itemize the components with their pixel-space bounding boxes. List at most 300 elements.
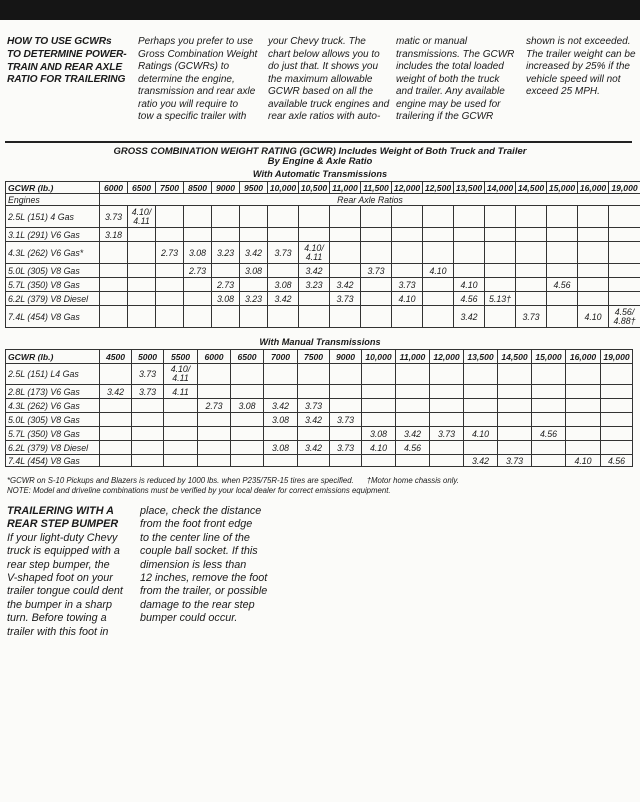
axle-ratio-cell (128, 292, 156, 306)
axle-ratio-cell: 3.73 (330, 413, 362, 427)
axle-ratio-cell (498, 364, 532, 385)
axle-ratio-cell: 3.08 (231, 399, 264, 413)
axle-ratio-cell (164, 455, 198, 467)
axle-ratio-cell (516, 278, 547, 292)
table-row (6, 306, 640, 328)
footnote-gcwr-s10: *GCWR on S-10 Pickups and Blazers is reduced by 1000 lbs. when P235/75R-15 tires are specified. (7, 476, 354, 485)
axle-ratio-cell (609, 264, 640, 278)
axle-ratio-cell (268, 306, 299, 328)
engine-label: 4.3L (262) V6 Gas (6, 399, 100, 413)
axle-ratio-cell (498, 413, 532, 427)
axle-ratio-cell (231, 455, 264, 467)
gcwr-column-header: 15,000 (532, 350, 566, 364)
bumper-right-column (140, 505, 285, 626)
engine-label: 3.1L (291) V6 Gas (6, 228, 100, 242)
engine-label: 2.5L (151) L4 Gas (6, 364, 100, 385)
engine-label: 5.7L (350) V8 Gas (6, 278, 100, 292)
axle-ratio-cell (464, 441, 498, 455)
axle-ratio-cell (156, 306, 184, 328)
engines-label: Engines (6, 194, 100, 206)
gcwr-column-header: 6500 (231, 350, 264, 364)
gcwr-column-header: 9500 (240, 182, 268, 194)
axle-ratio-cell (268, 206, 299, 228)
axle-ratio-cell (330, 385, 362, 399)
axle-ratio-cell: 3.42 (298, 441, 330, 455)
axle-ratio-cell (609, 278, 640, 292)
intro-heading: HOW TO USE GCWRs TO DETERMINE POWER- TRAIN AND REAR AXLE RATIO FOR TRAILERING (7, 36, 127, 86)
axle-ratio-cell (240, 206, 268, 228)
axle-ratio-cell (231, 413, 264, 427)
table-row (6, 441, 633, 455)
axle-ratio-cell: 4.10 (566, 455, 601, 467)
engine-label: 5.7L (350) V8 Gas (6, 427, 100, 441)
axle-ratio-cell (299, 306, 330, 328)
axle-ratio-cell: 4.56 (454, 292, 485, 306)
axle-ratio-cell (184, 292, 212, 306)
axle-ratio-cell (330, 364, 362, 385)
bumper-text-right: place, check the distance from the foot front edge to the center line of the couple ball socket. If this dimension is less than 12 inches, remove the foot from the trailer, or possible damage to the rear step bumper could occur. (140, 505, 268, 625)
axle-ratio-cell: 3.73 (330, 441, 362, 455)
axle-ratio-cell (485, 278, 516, 292)
gcwr-column-header: 4500 (100, 350, 132, 364)
gcwr-column-header: 7500 (156, 182, 184, 194)
gcwr-column-header: 10,000 (268, 182, 299, 194)
axle-ratio-cell (601, 385, 633, 399)
axle-ratio-cell (362, 364, 396, 385)
axle-ratio-cell: 5.13† (485, 292, 516, 306)
footnotes (7, 476, 632, 495)
axle-ratio-cell (532, 413, 566, 427)
axle-ratio-cell (547, 206, 578, 228)
axle-ratio-cell (128, 242, 156, 264)
axle-ratio-cell (100, 264, 128, 278)
axle-ratio-cell (198, 441, 231, 455)
gcwr-column-header: 19,000 (601, 350, 633, 364)
axle-ratio-cell: 4.10 (464, 427, 498, 441)
axle-ratio-cell (100, 242, 128, 264)
axle-ratio-cell: 4.56 (547, 278, 578, 292)
axle-ratio-cell (464, 413, 498, 427)
axle-ratio-cell (578, 206, 609, 228)
bumper-text-left: If your light-duty Chevy truck is equipped with a rear step bumper, the V-shaped foot on your trailer tongue could dent the bumper in a sharp turn. Before towing a trailer with this foot in (7, 531, 123, 638)
axle-ratio-cell (566, 385, 601, 399)
axle-ratio-cell (164, 399, 198, 413)
axle-ratio-cell (100, 399, 132, 413)
bumper-left-column (7, 505, 135, 639)
axle-ratio-cell (396, 364, 430, 385)
axle-ratio-cell (464, 385, 498, 399)
axle-ratio-cell (609, 228, 640, 242)
automatic-gcwr-table (5, 181, 640, 328)
intro-column-3: your Chevy truck. The chart below allows you to do just that. It shows you the maximum allowable GCWR based on all the available truck engines and rear axle ratios with auto- (268, 36, 390, 122)
manual-section-label: With Manual Transmissions (259, 337, 381, 347)
axle-ratio-cell: 3.23 (240, 292, 268, 306)
axle-ratio-cell (464, 399, 498, 413)
axle-ratio-cell (100, 306, 128, 328)
axle-ratio-cell: 3.73 (268, 242, 299, 264)
axle-ratio-cell (361, 242, 392, 264)
gcwr-column-header: 9000 (212, 182, 240, 194)
gcwr-column-header: 10,000 (362, 350, 396, 364)
axle-ratio-cell (240, 306, 268, 328)
gcwr-column-header: 6000 (198, 350, 231, 364)
axle-ratio-cell (132, 455, 164, 467)
axle-ratio-cell (100, 413, 132, 427)
axle-ratio-cell: 4.10/ 4.11 (164, 364, 198, 385)
axle-ratio-cell (578, 292, 609, 306)
gcwr-column-header: 12,000 (392, 182, 423, 194)
axle-ratio-cell: 3.73 (498, 455, 532, 467)
axle-ratio-cell (609, 242, 640, 264)
bumper-heading: TRAILERING WITH A REAR STEP BUMPER (7, 505, 119, 531)
axle-ratio-cell (240, 278, 268, 292)
axle-ratio-cell (485, 206, 516, 228)
axle-ratio-cell (498, 385, 532, 399)
axle-ratio-cell (264, 427, 298, 441)
axle-ratio-cell (330, 242, 361, 264)
axle-ratio-cell (566, 364, 601, 385)
axle-ratio-cell (392, 306, 423, 328)
table-row (6, 427, 633, 441)
axle-ratio-cell (454, 206, 485, 228)
axle-ratio-cell (485, 264, 516, 278)
engine-label: 7.4L (454) V8 Gas (6, 455, 100, 467)
axle-ratio-cell (361, 292, 392, 306)
axle-ratio-cell (100, 278, 128, 292)
axle-ratio-cell (164, 441, 198, 455)
axle-ratio-cell: 3.42 (240, 242, 268, 264)
axle-ratio-cell (430, 364, 464, 385)
top-dark-band (0, 0, 640, 20)
axle-ratio-cell: 3.73 (132, 364, 164, 385)
gcwr-column-header: 8500 (184, 182, 212, 194)
table-row (6, 455, 633, 467)
axle-ratio-cell (423, 206, 454, 228)
axle-ratio-cell (392, 228, 423, 242)
gcwr-column-header: 12,000 (430, 350, 464, 364)
axle-ratio-cell (184, 206, 212, 228)
engine-label: 6.2L (379) V8 Diesel (6, 292, 100, 306)
axle-ratio-cell (212, 306, 240, 328)
axle-ratio-cell: 3.42 (330, 278, 361, 292)
gcwr-column-header: 14,000 (485, 182, 516, 194)
axle-ratio-cell (485, 228, 516, 242)
axle-ratio-cell (454, 264, 485, 278)
engine-label: 5.0L (305) V8 Gas (6, 264, 100, 278)
axle-ratio-cell (423, 292, 454, 306)
axle-ratio-cell: 3.73 (430, 427, 464, 441)
axle-ratio-cell (547, 228, 578, 242)
gcwr-column-header: 9000 (330, 350, 362, 364)
axle-ratio-cell (601, 441, 633, 455)
axle-ratio-cell: 2.73 (184, 264, 212, 278)
axle-ratio-cell: 3.73 (132, 385, 164, 399)
axle-ratio-cell (532, 385, 566, 399)
table-row (6, 385, 633, 399)
gcwr-column-header: 11,000 (396, 350, 430, 364)
axle-ratio-cell (392, 264, 423, 278)
axle-ratio-cell (485, 306, 516, 328)
axle-ratio-cell (299, 292, 330, 306)
gcwr-column-header: 7000 (264, 350, 298, 364)
axle-ratio-cell (264, 455, 298, 467)
table-row (6, 228, 640, 242)
axle-ratio-cell: 4.10 (454, 278, 485, 292)
axle-ratio-cell (578, 264, 609, 278)
axle-ratio-cell (547, 264, 578, 278)
axle-ratio-cell: 3.23 (299, 278, 330, 292)
axle-ratio-cell (498, 399, 532, 413)
table-row (6, 264, 640, 278)
axle-ratio-cell (264, 364, 298, 385)
table-subtitle: By Engine & Axle Ratio (267, 156, 373, 167)
engine-label: 4.3L (262) V6 Gas* (6, 242, 100, 264)
axle-ratio-cell (132, 427, 164, 441)
axle-ratio-cell (156, 228, 184, 242)
axle-ratio-cell: 3.73 (361, 264, 392, 278)
axle-ratio-cell: 3.08 (362, 427, 396, 441)
gcwr-column-header: 6000 (100, 182, 128, 194)
axle-ratio-cell (298, 385, 330, 399)
axle-ratio-cell (362, 413, 396, 427)
axle-ratio-cell (498, 427, 532, 441)
gcwr-column-header: 5000 (132, 350, 164, 364)
axle-ratio-cell: 4.10/ 4.11 (128, 206, 156, 228)
axle-ratio-cell: 3.42 (299, 264, 330, 278)
axle-ratio-cell (132, 399, 164, 413)
engine-label: 2.5L (151) 4 Gas (6, 206, 100, 228)
axle-ratio-cell: 3.42 (100, 385, 132, 399)
intro-column-4: matic or manual transmissions. The GCWR includes the total loaded weight of both the truck and trailer. Any available engine may be used for trailering if the GCWR (396, 36, 515, 122)
axle-ratio-cell (516, 206, 547, 228)
axle-ratio-cell: 3.23 (212, 242, 240, 264)
axle-ratio-cell (330, 264, 361, 278)
axle-ratio-cell: 4.56 (601, 455, 633, 467)
axle-ratio-cell (423, 306, 454, 328)
axle-ratio-cell: 4.10/ 4.11 (299, 242, 330, 264)
table-row (6, 278, 640, 292)
axle-ratio-cell (156, 264, 184, 278)
axle-ratio-cell (430, 413, 464, 427)
axle-ratio-cell (100, 292, 128, 306)
axle-ratio-cell (330, 399, 362, 413)
axle-ratio-cell (601, 413, 633, 427)
axle-ratio-cell (516, 242, 547, 264)
axle-ratio-cell (423, 278, 454, 292)
axle-ratio-cell (423, 242, 454, 264)
axle-ratio-cell (212, 206, 240, 228)
table-row (6, 242, 640, 264)
axle-ratio-cell (231, 427, 264, 441)
axle-ratio-cell (516, 292, 547, 306)
gcwr-column-header: 14,500 (498, 350, 532, 364)
axle-ratio-cell (566, 441, 601, 455)
axle-ratio-cell (268, 264, 299, 278)
axle-ratio-cell (566, 399, 601, 413)
axle-ratio-cell (128, 278, 156, 292)
axle-ratio-cell (156, 292, 184, 306)
axle-ratio-cell (128, 264, 156, 278)
axle-ratio-cell (464, 364, 498, 385)
axle-ratio-cell (268, 228, 299, 242)
axle-ratio-cell: 3.42 (298, 413, 330, 427)
table-row (6, 292, 640, 306)
axle-ratio-cell: 3.08 (264, 441, 298, 455)
axle-ratio-cell (164, 413, 198, 427)
axle-ratio-cell (198, 455, 231, 467)
axle-ratio-cell (578, 278, 609, 292)
axle-ratio-cell: 3.08 (268, 278, 299, 292)
axle-ratio-cell (100, 427, 132, 441)
axle-ratio-cell (240, 228, 268, 242)
axle-ratio-cell (330, 206, 361, 228)
axle-ratio-cell (601, 364, 633, 385)
axle-ratio-cell (485, 242, 516, 264)
axle-ratio-cell (362, 385, 396, 399)
table-row (6, 364, 633, 385)
axle-ratio-cell (609, 292, 640, 306)
axle-ratio-cell (392, 206, 423, 228)
gcwr-column-header: 14,500 (516, 182, 547, 194)
axle-ratio-cell (231, 364, 264, 385)
axle-ratio-cell (361, 278, 392, 292)
engine-label: 5.0L (305) V8 Gas (6, 413, 100, 427)
axle-ratio-cell: 2.73 (156, 242, 184, 264)
axle-ratio-cell: 2.73 (198, 399, 231, 413)
axle-ratio-cell (392, 242, 423, 264)
axle-ratio-cell (362, 455, 396, 467)
axle-ratio-cell (532, 399, 566, 413)
axle-ratio-cell: 3.08 (184, 242, 212, 264)
axle-ratio-cell (362, 399, 396, 413)
gcwr-column-header: 10,500 (299, 182, 330, 194)
gcwr-column-header: 15,000 (547, 182, 578, 194)
axle-ratio-cell (184, 278, 212, 292)
gcwr-header: GCWR (lb.) (6, 182, 100, 194)
axle-ratio-cell (532, 455, 566, 467)
axle-ratio-cell (264, 385, 298, 399)
axle-ratio-cell (330, 228, 361, 242)
axle-ratio-cell (430, 455, 464, 467)
axle-ratio-cell (156, 206, 184, 228)
axle-ratio-cell (454, 242, 485, 264)
axle-ratio-cell: 4.10 (578, 306, 609, 328)
axle-ratio-cell: 4.56/ 4.88† (609, 306, 640, 328)
axle-ratio-cell (430, 385, 464, 399)
axle-ratio-cell: 4.56 (532, 427, 566, 441)
intro-column-5: shown is not exceeded. The trailer weight can be increased by 25% if the vehicle speed will not exceed 25 MPH. (526, 36, 636, 97)
engine-label: 2.8L (173) V6 Gas (6, 385, 100, 399)
gcwr-column-header: 11,000 (330, 182, 361, 194)
table-title: GROSS COMBINATION WEIGHT RATING (GCWR) Includes Weight of Both Truck and Trailer (113, 146, 527, 157)
footnote-note: NOTE: Model and driveline combinations must be verified by your local dealer for correct emissions equipment. (7, 485, 391, 495)
axle-ratio-cell (156, 278, 184, 292)
axle-ratio-cell (609, 206, 640, 228)
axle-ratio-cell (578, 242, 609, 264)
axle-ratio-cell (430, 441, 464, 455)
gcwr-column-header: 19,000 (609, 182, 640, 194)
axle-ratio-cell (454, 228, 485, 242)
axle-ratio-cell: 3.73 (330, 292, 361, 306)
axle-ratio-cell (601, 399, 633, 413)
axle-ratio-cell (396, 413, 430, 427)
axle-ratio-cell (516, 264, 547, 278)
axle-ratio-cell: 4.10 (392, 292, 423, 306)
table-row (6, 399, 633, 413)
gcwr-column-header: 6500 (128, 182, 156, 194)
axle-ratio-cell: 3.18 (100, 228, 128, 242)
axle-ratio-cell (298, 455, 330, 467)
rule-top (5, 141, 632, 143)
axle-ratio-cell: 3.42 (454, 306, 485, 328)
axle-ratio-cell: 3.42 (464, 455, 498, 467)
axle-ratio-cell (231, 385, 264, 399)
axle-ratio-cell (547, 292, 578, 306)
axle-ratio-cell (361, 206, 392, 228)
gcwr-column-header: 13,500 (454, 182, 485, 194)
axle-ratio-cell (198, 364, 231, 385)
gcwr-column-header: 11,500 (361, 182, 392, 194)
axle-ratio-cell (361, 228, 392, 242)
axle-ratio-cell (298, 427, 330, 441)
axle-ratio-cell (601, 427, 633, 441)
axle-ratio-cell: 3.08 (212, 292, 240, 306)
axle-ratio-cell: 3.42 (396, 427, 430, 441)
axle-ratio-cell: 4.10 (362, 441, 396, 455)
axle-ratio-cell: 4.56 (396, 441, 430, 455)
axle-ratio-cell (100, 441, 132, 455)
axle-ratio-cell (100, 364, 132, 385)
axle-ratio-cell (578, 228, 609, 242)
axle-ratio-cell (330, 427, 362, 441)
axle-ratio-cell (516, 228, 547, 242)
axle-ratio-cell: 3.73 (392, 278, 423, 292)
axle-ratio-cell (532, 364, 566, 385)
axle-ratio-cell: 4.11 (164, 385, 198, 399)
axle-ratio-label: Rear Axle Ratios (100, 194, 640, 206)
axle-ratio-cell (212, 228, 240, 242)
axle-ratio-cell (396, 399, 430, 413)
table-row (6, 413, 633, 427)
axle-ratio-cell (498, 441, 532, 455)
axle-ratio-cell (164, 427, 198, 441)
axle-ratio-cell (396, 385, 430, 399)
axle-ratio-cell (430, 399, 464, 413)
axle-ratio-cell (361, 306, 392, 328)
axle-ratio-cell (184, 228, 212, 242)
gcwr-column-header: 16,000 (566, 350, 601, 364)
axle-ratio-cell: 3.73 (516, 306, 547, 328)
gcwr-column-header: 7500 (298, 350, 330, 364)
axle-ratio-cell: 2.73 (212, 278, 240, 292)
axle-ratio-cell (198, 413, 231, 427)
axle-ratio-cell (532, 441, 566, 455)
manual-gcwr-table (5, 349, 633, 467)
axle-ratio-cell (299, 228, 330, 242)
gcwr-column-header: 5500 (164, 350, 198, 364)
axle-ratio-cell (198, 427, 231, 441)
gcwr-column-header: 13,500 (464, 350, 498, 364)
axle-ratio-cell (100, 455, 132, 467)
axle-ratio-cell: 3.42 (268, 292, 299, 306)
footnote-motor-home: †Motor home chassis only. (366, 476, 459, 485)
gcwr-header: GCWR (lb.) (6, 350, 100, 364)
axle-ratio-cell (299, 206, 330, 228)
axle-ratio-cell (198, 385, 231, 399)
engine-label: 7.4L (454) V8 Gas (6, 306, 100, 328)
axle-ratio-cell (547, 306, 578, 328)
axle-ratio-cell: 4.10 (423, 264, 454, 278)
